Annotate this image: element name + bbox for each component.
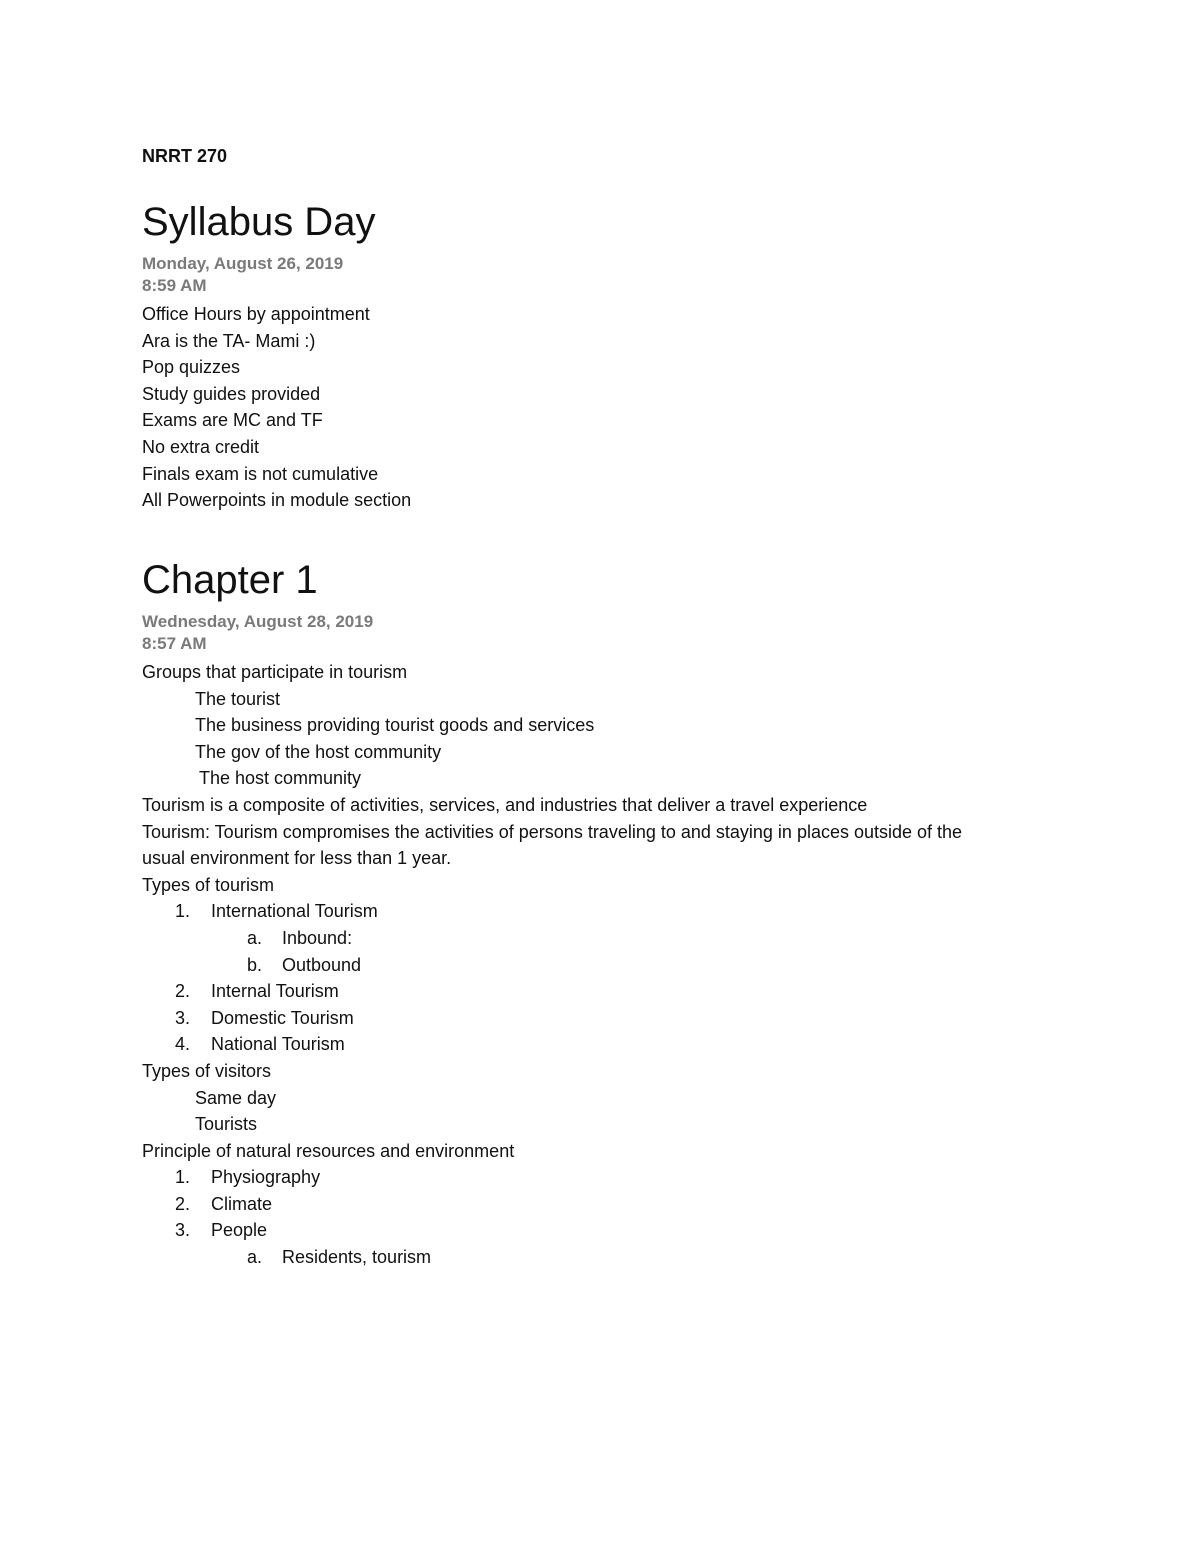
principle-heading: Principle of natural resources and environment [142, 1140, 515, 1161]
sub-list-item [142, 1244, 962, 1271]
visitor-item: Tourists [195, 1114, 258, 1135]
list-number: 2. [175, 1193, 191, 1214]
list-item [142, 1031, 962, 1058]
list-label: Internal Tourism [211, 981, 339, 1002]
definition-line: Tourism: Tourism compromises the activities of persons traveling to and staying in places outside of the [142, 821, 963, 842]
section-syllabus-day [142, 197, 411, 514]
section-body [142, 659, 962, 1271]
list-label: Outbound [282, 954, 362, 975]
note-line: Ara is the TA- Mami :) [142, 330, 316, 351]
list-item [142, 978, 962, 1005]
list-number: 2. [175, 981, 191, 1002]
notebook-title: NRRT 270 [142, 146, 228, 166]
list-number: 3. [175, 1220, 191, 1241]
visitors-heading: Types of visitors [142, 1060, 272, 1081]
list-item [142, 1217, 962, 1244]
list-label: National Tourism [211, 1034, 345, 1055]
list-label: Domestic Tourism [211, 1007, 354, 1028]
group-item: The business providing tourist goods and services [195, 715, 595, 736]
group-item: The host community [199, 768, 362, 789]
groups-heading: Groups that participate in tourism [142, 662, 408, 682]
section-title: Chapter 1 [142, 558, 318, 602]
section-body [142, 301, 411, 514]
list-letter: b. [247, 954, 263, 975]
section-time: 8:59 AM [142, 276, 207, 295]
section-title: Syllabus Day [142, 200, 376, 244]
note-line: Study guides provided [142, 383, 321, 404]
section-date: Monday, August 26, 2019 [142, 254, 344, 273]
list-item [142, 1164, 962, 1191]
note-line: Office Hours by appointment [142, 304, 370, 324]
types-heading: Types of tourism [142, 874, 275, 895]
list-number: 1. [175, 901, 191, 922]
list-number: 4. [175, 1034, 191, 1055]
group-item: The gov of the host community [195, 741, 442, 762]
composite-line: Tourism is a composite of activities, services, and industries that deliver a travel experience [142, 794, 868, 815]
list-label: International Tourism [211, 901, 378, 922]
note-line: Finals exam is not cumulative [142, 463, 379, 484]
list-number: 3. [175, 1007, 191, 1028]
list-label: People [211, 1220, 268, 1241]
note-line: Pop quizzes [142, 357, 241, 378]
sub-list-item [142, 952, 962, 979]
list-letter: a. [247, 927, 263, 948]
note-line: All Powerpoints in module section [142, 490, 412, 511]
section-chapter-1 [142, 555, 962, 1271]
list-item [142, 1191, 962, 1218]
definition-line: usual environment for less than 1 year. [142, 848, 452, 869]
section-time: 8:57 AM [142, 634, 207, 653]
visitor-item: Same day [195, 1087, 277, 1108]
list-item [142, 1005, 962, 1032]
note-line: No extra credit [142, 436, 260, 457]
list-label: Climate [211, 1193, 273, 1214]
section-date: Wednesday, August 28, 2019 [142, 612, 374, 631]
sub-list-item [142, 925, 962, 952]
list-label: Residents, tourism [282, 1247, 432, 1268]
note-line: Exams are MC and TF [142, 410, 323, 431]
list-letter: a. [247, 1247, 263, 1268]
list-item [142, 898, 962, 925]
list-label: Inbound: [282, 927, 353, 948]
list-label: Physiography [211, 1167, 321, 1188]
group-item: The tourist [195, 688, 281, 709]
list-number: 1. [175, 1167, 191, 1188]
